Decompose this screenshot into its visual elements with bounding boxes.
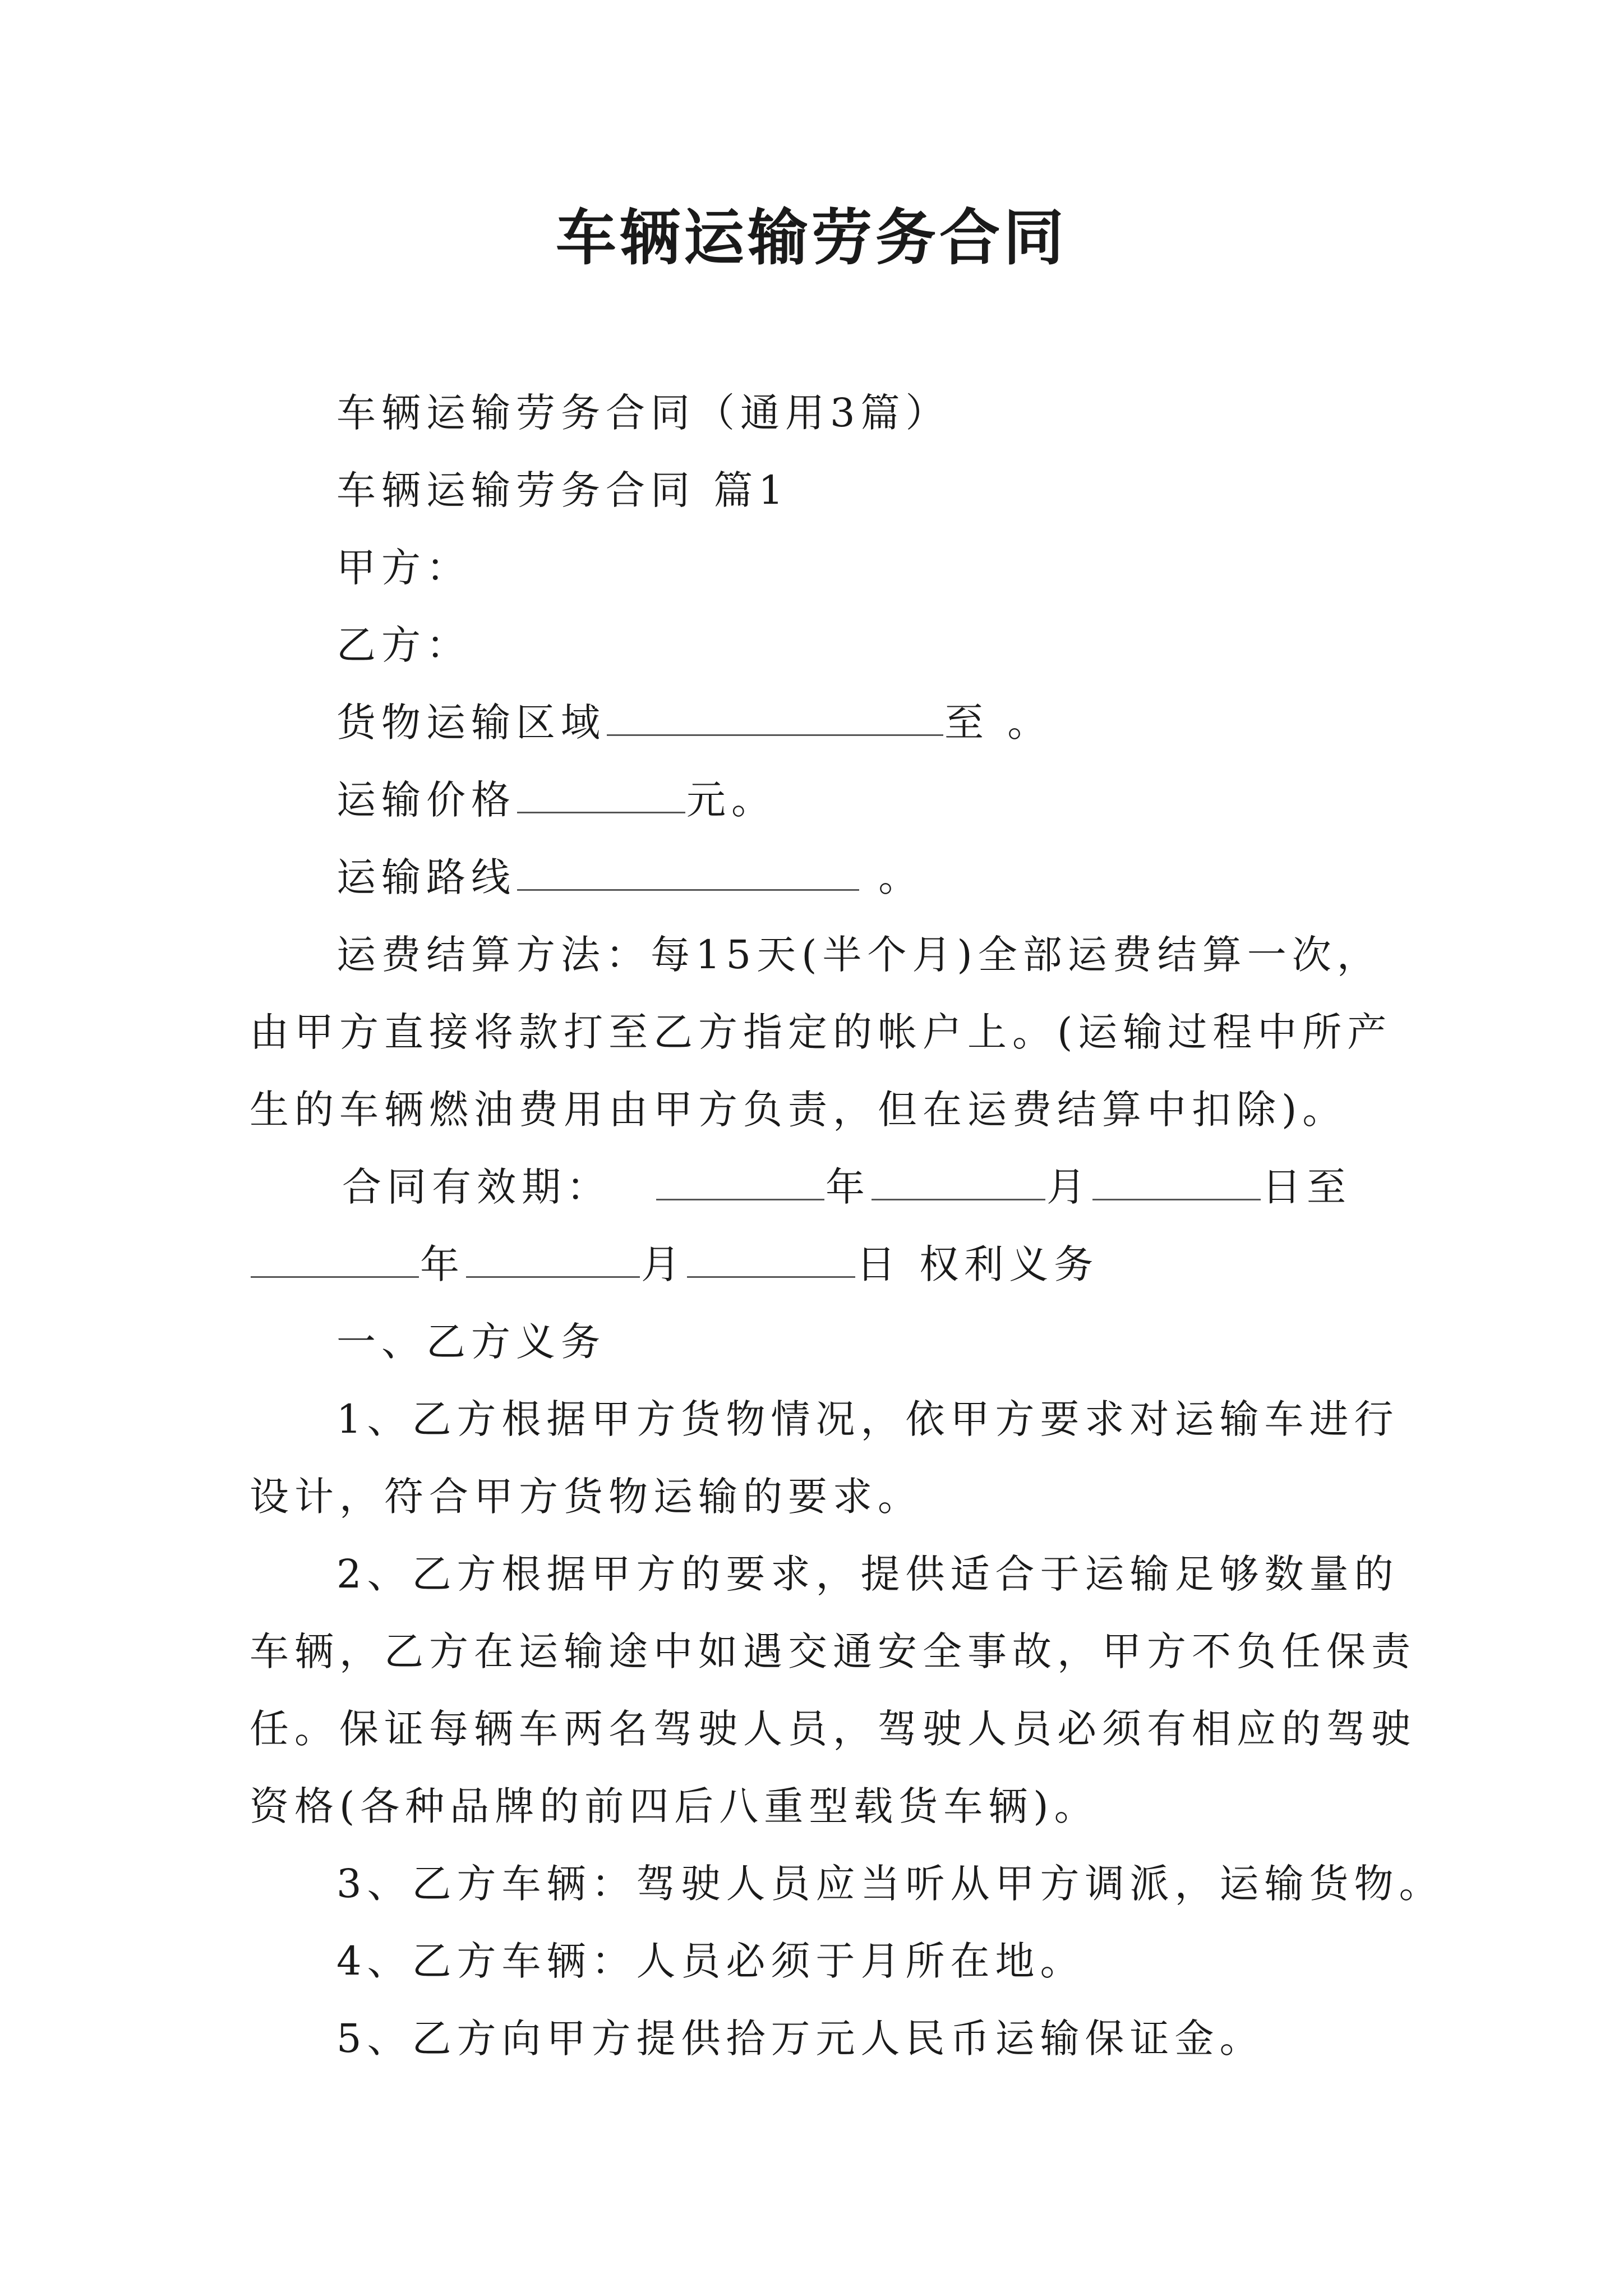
document-title: 车辆运输劳务合同 bbox=[555, 203, 1067, 273]
settlement-line-2: 由甲方直接将款打至乙方指定的帐户上。(运输过程中所产 bbox=[250, 1009, 1393, 1055]
settlement-line-3: 生的车辆燃油费用由甲方负责，但在运费结算中扣除)。 bbox=[250, 1087, 1348, 1133]
validity-start-day-blank bbox=[1092, 1164, 1261, 1200]
validity-line-2 bbox=[250, 1239, 1099, 1290]
transport-region-end: 。 bbox=[1007, 700, 1053, 746]
transport-route-blank bbox=[517, 854, 859, 891]
validity-month-2: 月 bbox=[641, 1241, 686, 1287]
validity-line-1 bbox=[342, 1161, 1352, 1213]
transport-price-label: 运输价格 bbox=[336, 777, 516, 823]
rights-obligations-label: 权利义务 bbox=[919, 1241, 1099, 1287]
transport-price-line bbox=[336, 774, 776, 826]
transport-route-label: 运输路线 bbox=[336, 854, 516, 900]
section-heading: 车辆运输劳务合同 篇1 bbox=[336, 467, 789, 513]
transport-route-line bbox=[336, 852, 923, 903]
item2-line-3: 任。保证每辆车两名驾驶人员，驾驶人员必须有相应的驾驶 bbox=[250, 1706, 1416, 1752]
item5-line: 5、乙方向甲方提供拾万元人民币运输保证金。 bbox=[336, 2016, 1265, 2062]
validity-month-1: 月 bbox=[1046, 1164, 1091, 1210]
validity-end-month-blank bbox=[466, 1241, 640, 1278]
settlement-line-1: 运费结算方法：每15天(半个月)全部运费结算一次， bbox=[336, 932, 1382, 978]
validity-start-month-blank bbox=[872, 1164, 1045, 1200]
validity-start-year-blank bbox=[656, 1164, 824, 1200]
item2-line-4: 资格(各种品牌的前四后八重型载货车辆)。 bbox=[250, 1783, 1099, 1829]
validity-day-to: 日至 bbox=[1262, 1164, 1352, 1210]
transport-region-blank bbox=[607, 700, 943, 736]
validity-year-2: 年 bbox=[420, 1241, 465, 1287]
item4-line: 4、乙方车辆：人员必须于月所在地。 bbox=[336, 1938, 1085, 1984]
validity-end-year-blank bbox=[251, 1241, 419, 1278]
validity-day: 日 bbox=[856, 1241, 901, 1287]
transport-price-unit: 元。 bbox=[686, 777, 776, 823]
item1-line-1: 1、乙方根据甲方货物情况，依甲方要求对运输车进行 bbox=[336, 1396, 1399, 1442]
item2-line-2: 车辆，乙方在运输途中如遇交通安全事故，甲方不负任保责 bbox=[250, 1628, 1416, 1674]
transport-region-label: 货物运输区域 bbox=[336, 700, 606, 746]
validity-label: 合同有效期： bbox=[342, 1164, 611, 1210]
transport-price-blank bbox=[517, 777, 685, 813]
party-a-label: 甲方： bbox=[336, 545, 471, 591]
validity-year-1: 年 bbox=[826, 1164, 870, 1210]
obligation-heading: 一、乙方义务 bbox=[336, 1319, 606, 1365]
transport-region-line bbox=[336, 697, 1052, 748]
transport-region-to: 至 bbox=[944, 700, 989, 746]
item1-line-2: 设计，符合甲方货物运输的要求。 bbox=[250, 1474, 923, 1520]
validity-end-day-blank bbox=[687, 1241, 855, 1278]
item2-line-1: 2、乙方根据甲方的要求，提供适合于运输足够数量的 bbox=[336, 1551, 1399, 1597]
document-subtitle: 车辆运输劳务合同（通用3篇） bbox=[336, 390, 951, 436]
transport-route-end: 。 bbox=[878, 854, 924, 900]
item3-line: 3、乙方车辆：驾驶人员应当听从甲方调派，运输货物。 bbox=[336, 1861, 1444, 1907]
party-b-label: 乙方： bbox=[336, 622, 471, 668]
